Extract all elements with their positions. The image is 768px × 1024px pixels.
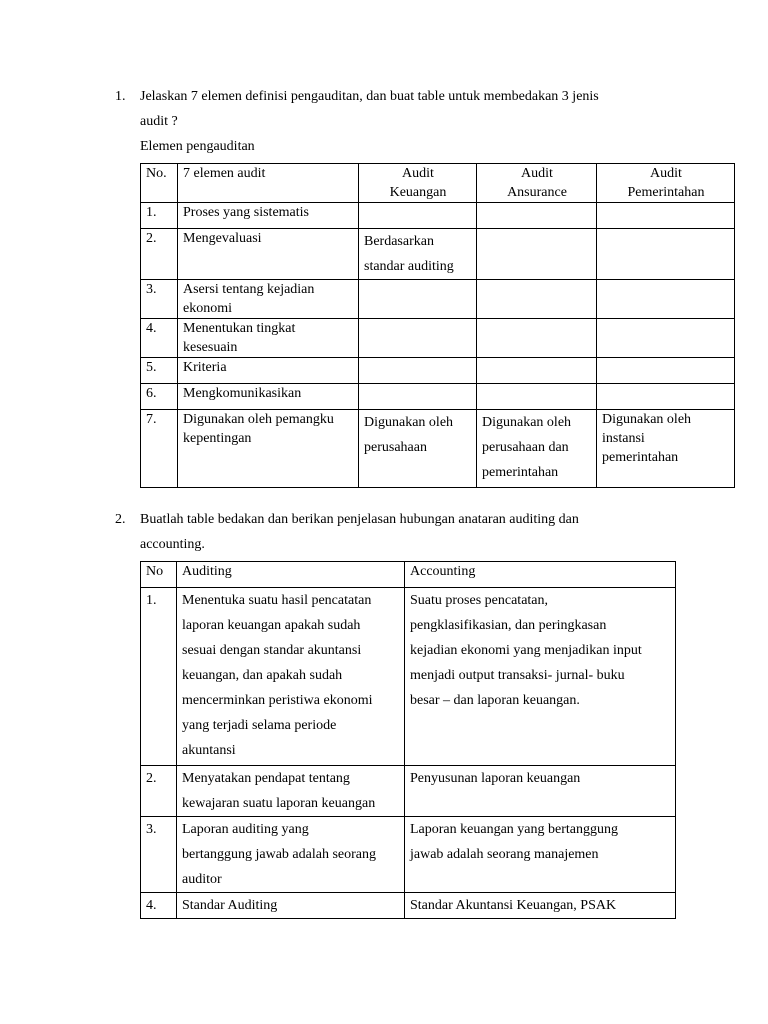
table-cell: Menentuka suatu hasil pencatatan laporan keuangan apakah sudah sesuai dengan standar akuntansi keuangan, dan apakah sudah mencerminkan peristiwa ekonomi yang terjadi selama periode akuntansi: [177, 588, 405, 766]
table-cell: Asersi tentang kejadian ekonomi: [178, 280, 359, 319]
table-cell: 5.: [141, 358, 178, 384]
table-cell: [597, 280, 735, 319]
table-cell: 6.: [141, 384, 178, 410]
table-header-cell: Auditing: [177, 562, 405, 588]
table-cell: Standar Auditing: [177, 893, 405, 919]
table-cell: [597, 319, 735, 358]
table-cell: Berdasarkan standar auditing: [359, 229, 477, 280]
question-2-line2: accounting.: [140, 537, 205, 552]
table-cell: Mengkomunikasikan: [178, 384, 359, 410]
table-cell: Digunakan oleh pemangku kepentingan: [178, 410, 359, 488]
table-cell: [477, 280, 597, 319]
table-cell: Laporan keuangan yang bertanggung jawab adalah seorang manajemen: [405, 817, 676, 893]
question-2-number: 2.: [115, 512, 126, 527]
table-row: [141, 280, 735, 319]
table-cell: 1.: [141, 203, 178, 229]
table-cell: Digunakan oleh perusahaan dan pemerintahan: [477, 410, 597, 488]
table-cell: [597, 203, 735, 229]
table-row: [141, 319, 735, 358]
table-header-cell: No: [141, 562, 177, 588]
table-row: [141, 358, 735, 384]
table-row: [141, 203, 735, 229]
table-row: [141, 588, 676, 766]
table-cell: [477, 384, 597, 410]
table-cell: Standar Akuntansi Keuangan, PSAK: [405, 893, 676, 919]
table-cell: [359, 384, 477, 410]
question-1-line2: audit ?: [140, 114, 178, 129]
table-cell: 1.: [141, 588, 177, 766]
table-cell: Digunakan oleh instansi pemerintahan: [597, 410, 735, 488]
table-header-cell: No.: [141, 164, 178, 203]
table-cell: 4.: [141, 893, 177, 919]
table-header-cell: Accounting: [405, 562, 676, 588]
table-cell: Digunakan oleh perusahaan: [359, 410, 477, 488]
table-row: [141, 817, 676, 893]
table-cell: [359, 358, 477, 384]
table-row: [141, 766, 676, 817]
table-header-cell: 7 elemen audit: [178, 164, 359, 203]
elemen-audit-table: [140, 163, 735, 488]
table-cell: Menyatakan pendapat tentang kewajaran suatu laporan keuangan: [177, 766, 405, 817]
table-cell: Suatu proses pencatatan, pengklasifikasian, dan peringkasan kejadian ekonomi yang menjadikan input menjadi output transaksi- jurnal- buku besar – dan laporan keuangan.: [405, 588, 676, 766]
question-2-line1: Buatlah table bedakan dan berikan penjelasan hubungan anataran auditing dan: [140, 512, 579, 527]
auditing-accounting-table: [140, 561, 676, 919]
table-cell: Laporan auditing yang bertanggung jawab adalah seorang auditor: [177, 817, 405, 893]
table-cell: Penyusunan laporan keuangan: [405, 766, 676, 817]
table-row: [141, 893, 676, 919]
table-cell: [477, 358, 597, 384]
table-header-cell: Audit Ansurance: [477, 164, 597, 203]
table-cell: 7.: [141, 410, 178, 488]
table-cell: 4.: [141, 319, 178, 358]
table-cell: [597, 384, 735, 410]
table-cell: Menentukan tingkat kesesuain: [178, 319, 359, 358]
question-1-number: 1.: [115, 89, 126, 104]
table-cell: [597, 358, 735, 384]
table-header-cell: Audit Pemerintahan: [597, 164, 735, 203]
table-cell: [359, 203, 477, 229]
table-cell: Mengevaluasi: [178, 229, 359, 280]
table-header-row: [141, 164, 735, 203]
table-cell: 2.: [141, 766, 177, 817]
table-header-row: [141, 562, 676, 588]
table-cell: Proses yang sistematis: [178, 203, 359, 229]
table-cell: 3.: [141, 280, 178, 319]
table-cell: [477, 319, 597, 358]
table-header-cell: Audit Keuangan: [359, 164, 477, 203]
table-cell: [477, 203, 597, 229]
table-cell: 2.: [141, 229, 178, 280]
table-cell: [359, 280, 477, 319]
table-1-subtitle: Elemen pengauditan: [140, 139, 255, 154]
table-row: [141, 384, 735, 410]
table-cell: [359, 319, 477, 358]
table-row: [141, 410, 735, 488]
table-cell: 3.: [141, 817, 177, 893]
question-1-line1: Jelaskan 7 elemen definisi pengauditan, dan buat table untuk membedakan 3 jenis: [140, 89, 599, 104]
table-row: [141, 229, 735, 280]
table-cell: [597, 229, 735, 280]
table-cell: [477, 229, 597, 280]
table-cell: Kriteria: [178, 358, 359, 384]
